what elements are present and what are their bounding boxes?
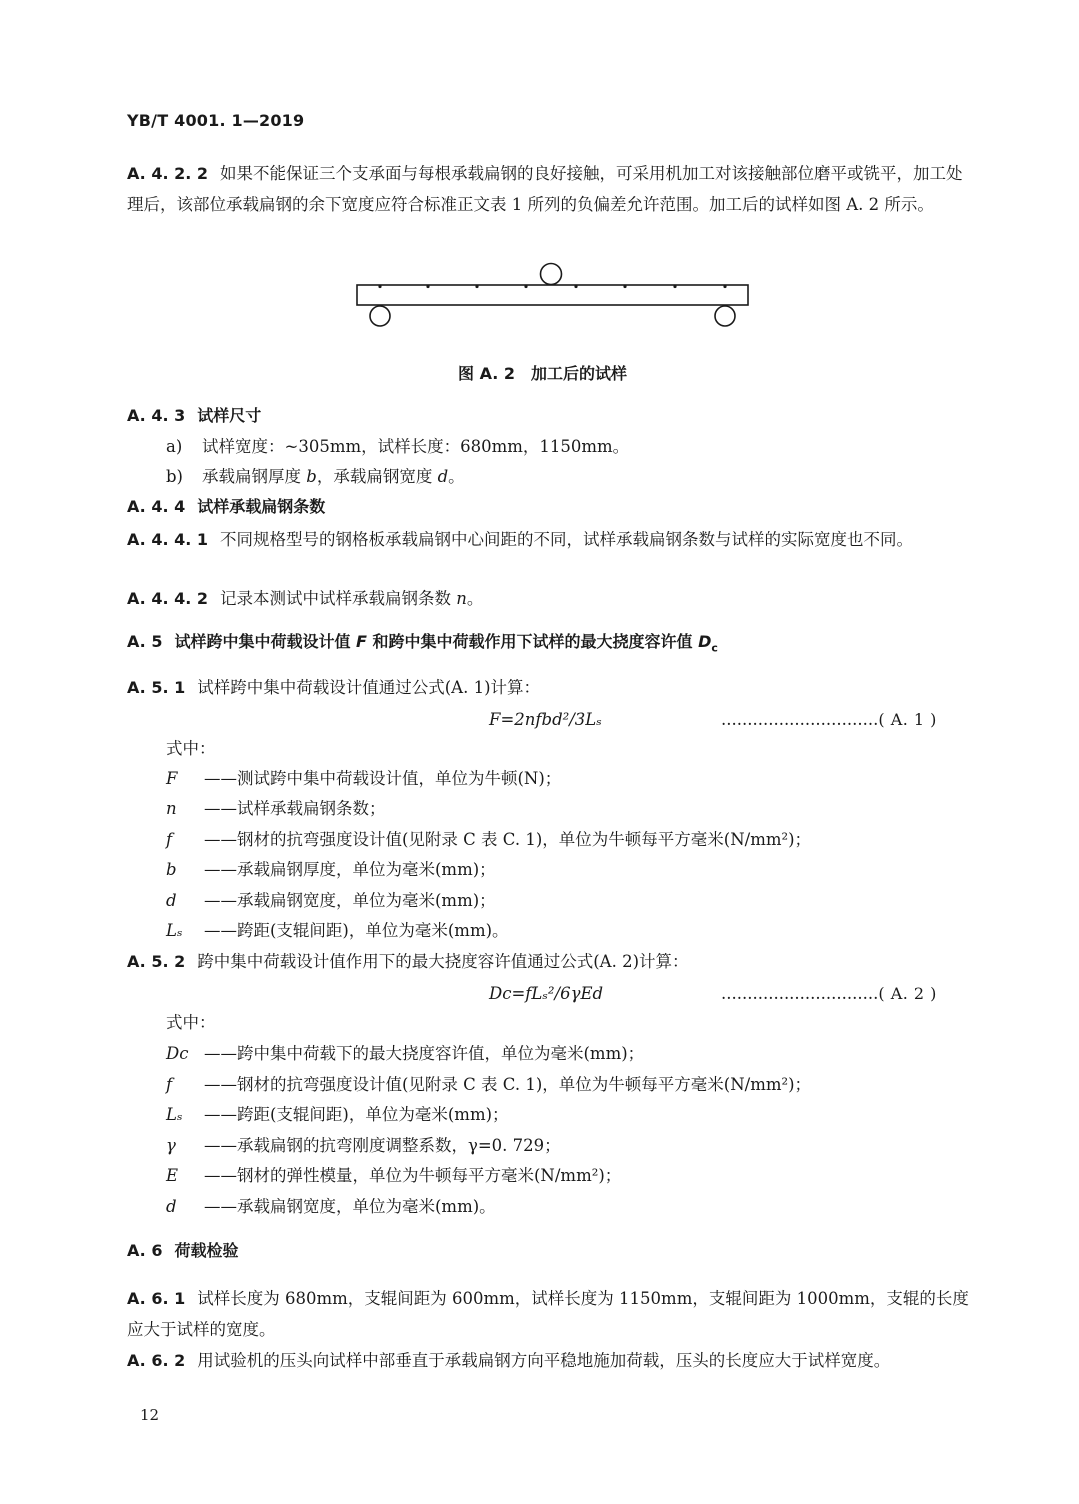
left-support-roller — [370, 306, 390, 326]
leader-dots: .............................. — [721, 984, 879, 1003]
symbol: γ — [166, 1136, 176, 1155]
definition-text: ——钢材的弹性模量，单位为牛顿每平方毫米(N/mm²)； — [204, 1166, 622, 1185]
clause-text: 如果不能保证三个支承面与每根承载扁钢的良好接触，可采用机加工对该接触部位磨平或铣平，加工处理后，该部位承载扁钢的余下宽度应符合标准正文表 1 所列的负偏差允许范围。加工后的试样如图 A. 2 所示。 — [127, 164, 963, 214]
clause-text: 记录本测试中试样承载扁钢条数 — [220, 589, 457, 608]
list-item-b — [166, 465, 465, 489]
symbol: F — [166, 769, 178, 788]
symbol: d — [166, 891, 177, 910]
paragraph-a5-2 — [127, 950, 689, 974]
equation-number-a2 — [721, 982, 937, 1006]
clause-number: A. 4. 4 — [127, 497, 186, 516]
symbol: d — [166, 1197, 177, 1216]
list-marker: b) — [166, 467, 183, 486]
clause-number: A. 5. 2 — [127, 952, 186, 971]
loading-roller — [541, 264, 562, 285]
clause-text: 试样跨中集中荷载设计值通过公式(A. 1)计算： — [197, 678, 541, 697]
clause-title: 和跨中集中荷载作用下试样的最大挠度容许值 — [366, 632, 699, 651]
symbol-definition — [166, 1164, 621, 1188]
clause-number: A. 6 — [127, 1241, 163, 1260]
definition-text: ——测试跨中集中荷载设计值，单位为牛顿(N)； — [204, 769, 562, 788]
clause-number: A. 4. 3 — [127, 406, 186, 425]
equation-label: ( A. 1 ) — [878, 710, 937, 729]
symbol-definition — [166, 889, 496, 913]
symbol-definition — [166, 1103, 509, 1127]
equation-number-a1 — [721, 708, 937, 732]
symbol: f — [166, 830, 173, 849]
symbol-definition — [166, 1134, 561, 1158]
symbol-definition — [166, 1073, 811, 1097]
definition-text: ——跨距(支辊间距)，单位为毫米(mm)； — [204, 1105, 509, 1124]
equation-label: ( A. 2 ) — [878, 984, 937, 1003]
clause-number: A. 4. 2. 2 — [127, 164, 209, 183]
variable: b — [306, 467, 317, 486]
paragraph-a4-4-2 — [127, 587, 483, 611]
list-text: 试样宽度：~305mm，试样长度：680mm，1150mm。 — [202, 437, 630, 456]
clause-text: 跨中集中荷载设计值作用下的最大挠度容许值通过公式(A. 2)计算： — [197, 952, 689, 971]
symbol-definition — [166, 797, 386, 821]
definition-text: ——试样承载扁钢条数； — [204, 799, 386, 818]
clause-text: 。 — [466, 589, 484, 608]
heading-a6 — [127, 1239, 238, 1263]
list-marker: a) — [166, 437, 183, 456]
definition-text: ——承载扁钢宽度，单位为毫米(mm)。 — [204, 1197, 496, 1216]
paragraph-a4-2-2 — [127, 158, 979, 220]
symbol: Dc — [166, 1044, 189, 1063]
clause-number: A. 6. 1 — [127, 1289, 186, 1308]
symbol-definition — [166, 858, 496, 882]
heading-a4-4 — [127, 495, 325, 519]
symbol: f — [166, 1075, 173, 1094]
paragraph-a6-1 — [127, 1283, 979, 1345]
symbol-definition — [166, 1042, 644, 1066]
clause-number: A. 4. 4. 2 — [127, 589, 209, 608]
symbol: Lₛ — [166, 1105, 183, 1124]
clause-number: A. 5 — [127, 632, 163, 651]
clause-title: 试样尺寸 — [197, 406, 262, 425]
formula-a1: F=2nfbd²/3Lₛ — [489, 710, 602, 729]
variable-subscript: c — [711, 641, 718, 655]
definition-text: ——钢材的抗弯强度设计值(见附录 C 表 C. 1)，单位为牛顿每平方毫米(N/mm²)； — [204, 830, 812, 849]
paragraph-a6-2 — [127, 1345, 979, 1376]
page-number: 12 — [140, 1406, 160, 1424]
leader-dots: .............................. — [721, 710, 879, 729]
clause-number: A. 4. 4. 1 — [127, 530, 209, 549]
heading-a5 — [127, 630, 718, 660]
definition-text: ——钢材的抗弯强度设计值(见附录 C 表 C. 1)，单位为牛顿每平方毫米(N/mm²)； — [204, 1075, 812, 1094]
clause-title: 试样跨中集中荷载设计值 — [174, 632, 357, 651]
symbol-definition — [166, 767, 561, 791]
list-text: ，承载扁钢宽度 — [316, 467, 438, 486]
specimen-bar — [357, 285, 748, 305]
symbol: E — [166, 1166, 179, 1185]
symbol: Lₛ — [166, 921, 183, 940]
formula-a2: Dc=fLₛ²/6γEd — [489, 984, 604, 1003]
clause-text: 用试验机的压头向试样中部垂直于承载扁钢方向平稳地施加荷载，压头的长度应大于试样宽度。 — [197, 1351, 891, 1370]
definition-text: ——跨距(支辊间距)，单位为毫米(mm)。 — [204, 921, 509, 940]
clause-number: A. 5. 1 — [127, 678, 186, 697]
variable: n — [456, 589, 467, 608]
figure-caption: 图 A. 2 加工后的试样 — [458, 364, 628, 383]
clause-text: 不同规格型号的钢格板承载扁钢中心间距的不同，试样承载扁钢条数与试样的实际宽度也不同。 — [220, 530, 914, 549]
standard-number: YB/T 4001. 1—2019 — [127, 111, 305, 130]
clause-title: 试样承载扁钢条数 — [197, 497, 326, 516]
definition-text: ——承载扁钢的抗弯刚度调整系数，γ=0. 729； — [204, 1136, 561, 1155]
heading-a4-3 — [127, 404, 261, 428]
clause-title: 荷载检验 — [174, 1241, 239, 1260]
symbol: n — [166, 799, 177, 818]
paragraph-a4-4-1 — [127, 524, 979, 555]
clause-number: A. 6. 2 — [127, 1351, 186, 1370]
definition-text: ——跨中集中荷载下的最大挠度容许值，单位为毫米(mm)； — [204, 1044, 645, 1063]
where-label: 式中： — [166, 739, 216, 758]
list-item-a — [166, 435, 629, 459]
symbol-definition — [166, 828, 811, 852]
where-label: 式中： — [166, 1013, 216, 1032]
paragraph-a5-1 — [127, 676, 540, 700]
list-text: 。 — [448, 467, 465, 486]
variable: D — [698, 632, 712, 651]
clause-text: 试样长度为 680mm，支辊间距为 600mm，试样长度为 1150mm，支辊间距为 1000mm，支辊的长度应大于试样的宽度。 — [127, 1289, 969, 1339]
specimen-figure — [350, 258, 755, 330]
variable: d — [437, 467, 449, 486]
symbol: b — [166, 860, 177, 879]
definition-text: ——承载扁钢宽度，单位为毫米(mm)； — [204, 891, 496, 910]
symbol-definition — [166, 1195, 496, 1219]
symbol-definition — [166, 919, 509, 943]
variable: F — [356, 632, 367, 651]
right-support-roller — [715, 306, 735, 326]
list-text: 承载扁钢厚度 — [202, 467, 307, 486]
definition-text: ——承载扁钢厚度，单位为毫米(mm)； — [204, 860, 496, 879]
